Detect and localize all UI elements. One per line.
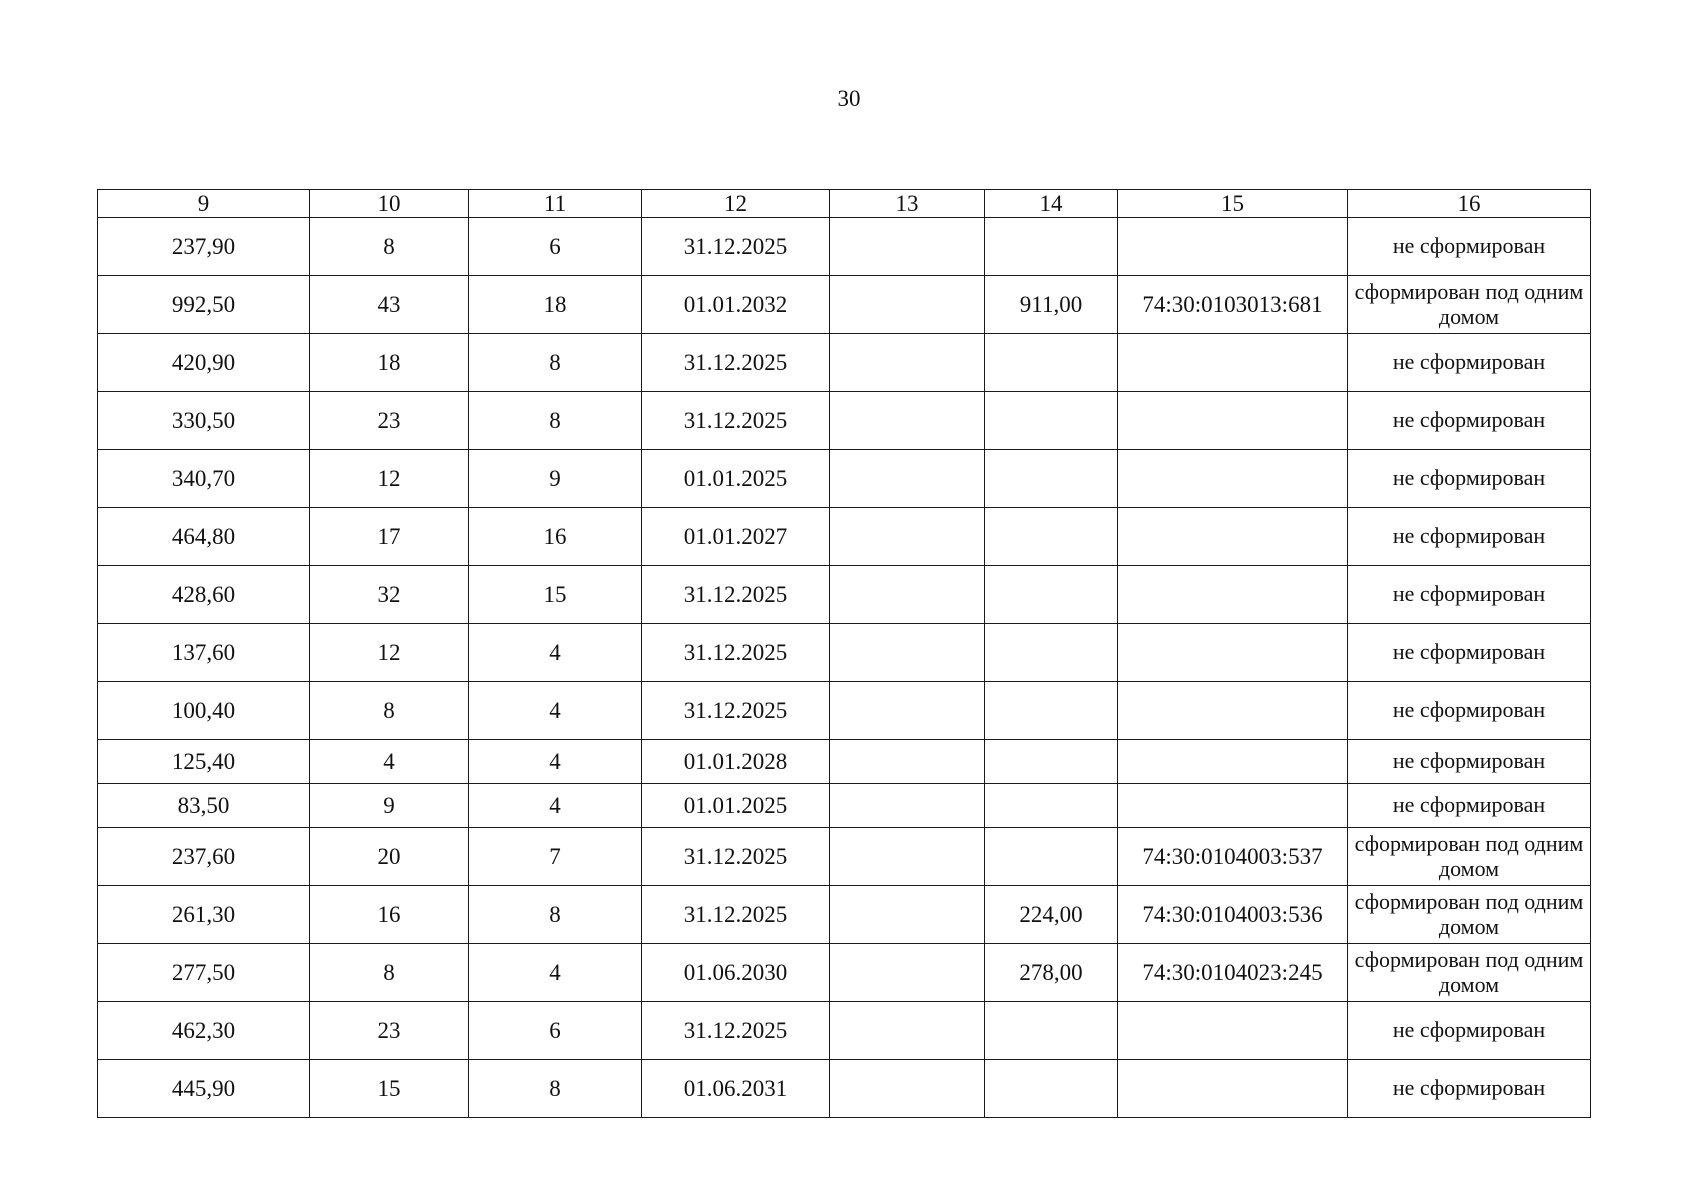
table-cell: 237,90 xyxy=(98,218,310,276)
status-cell: не сформирован xyxy=(1348,450,1591,508)
table-cell: 17 xyxy=(310,508,469,566)
column-header: 16 xyxy=(1348,190,1591,218)
table-cell xyxy=(985,740,1118,784)
table-cell xyxy=(830,682,985,740)
table-cell xyxy=(830,450,985,508)
table-cell: 6 xyxy=(469,218,642,276)
table-cell: 992,50 xyxy=(98,276,310,334)
table-cell xyxy=(1118,334,1348,392)
table-cell: 01.01.2032 xyxy=(642,276,830,334)
table-cell: 8 xyxy=(310,944,469,1002)
status-cell: не сформирован xyxy=(1348,334,1591,392)
status-cell: сформирован под одним домом xyxy=(1348,944,1591,1002)
table-cell xyxy=(830,218,985,276)
table-cell: 9 xyxy=(469,450,642,508)
table-cell: 237,60 xyxy=(98,828,310,886)
table-row xyxy=(98,566,1591,624)
table-cell: 12 xyxy=(310,450,469,508)
table-cell: 420,90 xyxy=(98,334,310,392)
table-cell xyxy=(985,392,1118,450)
table-row xyxy=(98,334,1591,392)
table-cell: 16 xyxy=(469,508,642,566)
table-cell: 31.12.2025 xyxy=(642,682,830,740)
status-cell: не сформирован xyxy=(1348,1060,1591,1118)
table-cell xyxy=(985,566,1118,624)
table-cell xyxy=(830,784,985,828)
table-cell xyxy=(1118,682,1348,740)
table-cell xyxy=(1118,508,1348,566)
table-cell xyxy=(1118,1002,1348,1060)
table-row xyxy=(98,886,1591,944)
table-cell: 83,50 xyxy=(98,784,310,828)
column-header: 11 xyxy=(469,190,642,218)
table-cell xyxy=(830,566,985,624)
table-cell xyxy=(830,276,985,334)
status-cell: не сформирован xyxy=(1348,1002,1591,1060)
table-row xyxy=(98,508,1591,566)
table-row xyxy=(98,276,1591,334)
table-cell xyxy=(985,218,1118,276)
status-cell: не сформирован xyxy=(1348,682,1591,740)
table-cell: 15 xyxy=(310,1060,469,1118)
table-cell xyxy=(1118,218,1348,276)
status-cell: не сформирован xyxy=(1348,784,1591,828)
table-cell: 12 xyxy=(310,624,469,682)
table-cell xyxy=(985,784,1118,828)
status-cell: не сформирован xyxy=(1348,624,1591,682)
table-cell xyxy=(830,624,985,682)
page-number: 30 xyxy=(837,86,861,111)
table-cell: 4 xyxy=(469,682,642,740)
table-cell: 31.12.2025 xyxy=(642,392,830,450)
column-header: 10 xyxy=(310,190,469,218)
table-cell: 31.12.2025 xyxy=(642,828,830,886)
table-cell: 18 xyxy=(310,334,469,392)
table-cell: 261,30 xyxy=(98,886,310,944)
table-cell: 23 xyxy=(310,1002,469,1060)
table-cell xyxy=(985,624,1118,682)
table-cell: 8 xyxy=(310,218,469,276)
table-cell xyxy=(830,944,985,1002)
status-cell: сформирован под одним домом xyxy=(1348,886,1591,944)
table-row xyxy=(98,740,1591,784)
table-cell: 43 xyxy=(310,276,469,334)
table-row xyxy=(98,1002,1591,1060)
table-cell: 74:30:0104023:245 xyxy=(1118,944,1348,1002)
table-cell: 8 xyxy=(469,392,642,450)
table-cell: 4 xyxy=(469,944,642,1002)
table-cell xyxy=(830,828,985,886)
status-cell: не сформирован xyxy=(1348,218,1591,276)
table-cell xyxy=(1118,784,1348,828)
header-row xyxy=(98,190,1591,218)
table-row xyxy=(98,944,1591,1002)
table-cell: 462,30 xyxy=(98,1002,310,1060)
table-cell: 340,70 xyxy=(98,450,310,508)
table-cell xyxy=(1118,740,1348,784)
table-cell: 224,00 xyxy=(985,886,1118,944)
table-cell: 20 xyxy=(310,828,469,886)
table-cell: 01.01.2025 xyxy=(642,450,830,508)
table-cell: 31.12.2025 xyxy=(642,334,830,392)
table-cell: 74:30:0104003:537 xyxy=(1118,828,1348,886)
table-cell: 74:30:0104003:536 xyxy=(1118,886,1348,944)
table-cell: 911,00 xyxy=(985,276,1118,334)
table-cell xyxy=(985,682,1118,740)
table-cell: 4 xyxy=(310,740,469,784)
status-cell: не сформирован xyxy=(1348,566,1591,624)
table-cell: 31.12.2025 xyxy=(642,886,830,944)
table-cell: 4 xyxy=(469,624,642,682)
table-cell: 7 xyxy=(469,828,642,886)
table-row xyxy=(98,1060,1591,1118)
table-cell: 01.01.2025 xyxy=(642,784,830,828)
column-header: 12 xyxy=(642,190,830,218)
table-cell: 8 xyxy=(469,1060,642,1118)
data-table xyxy=(97,189,1591,1118)
table-cell xyxy=(985,828,1118,886)
table-cell xyxy=(830,1002,985,1060)
table-cell: 01.01.2027 xyxy=(642,508,830,566)
table-cell xyxy=(1118,450,1348,508)
column-header: 9 xyxy=(98,190,310,218)
table-cell: 428,60 xyxy=(98,566,310,624)
table-cell: 8 xyxy=(310,682,469,740)
table-cell: 01.01.2028 xyxy=(642,740,830,784)
status-cell: сформирован под одним домом xyxy=(1348,828,1591,886)
table-cell xyxy=(830,886,985,944)
table-cell xyxy=(830,334,985,392)
table-row xyxy=(98,784,1591,828)
table-cell: 4 xyxy=(469,740,642,784)
table-cell xyxy=(1118,392,1348,450)
table-cell: 8 xyxy=(469,886,642,944)
table-cell: 125,40 xyxy=(98,740,310,784)
table-row xyxy=(98,682,1591,740)
table-row xyxy=(98,218,1591,276)
table-cell: 137,60 xyxy=(98,624,310,682)
table-cell: 330,50 xyxy=(98,392,310,450)
table-cell: 31.12.2025 xyxy=(642,218,830,276)
table-cell: 31.12.2025 xyxy=(642,624,830,682)
table-cell: 100,40 xyxy=(98,682,310,740)
table-cell: 8 xyxy=(469,334,642,392)
table-cell: 74:30:0103013:681 xyxy=(1118,276,1348,334)
table-cell: 15 xyxy=(469,566,642,624)
table-cell xyxy=(830,508,985,566)
table-cell xyxy=(830,1060,985,1118)
table-cell xyxy=(985,334,1118,392)
table-cell xyxy=(985,450,1118,508)
table-cell: 23 xyxy=(310,392,469,450)
table-cell: 31.12.2025 xyxy=(642,566,830,624)
table-cell: 445,90 xyxy=(98,1060,310,1118)
table-cell: 16 xyxy=(310,886,469,944)
table-cell: 32 xyxy=(310,566,469,624)
table-cell xyxy=(1118,566,1348,624)
table-row xyxy=(98,624,1591,682)
table-cell xyxy=(1118,1060,1348,1118)
table-cell xyxy=(830,740,985,784)
table-cell: 277,50 xyxy=(98,944,310,1002)
table-row xyxy=(98,392,1591,450)
table-row xyxy=(98,450,1591,508)
table-cell xyxy=(985,508,1118,566)
table-cell: 4 xyxy=(469,784,642,828)
table-cell: 278,00 xyxy=(985,944,1118,1002)
table-cell: 01.06.2031 xyxy=(642,1060,830,1118)
column-header: 13 xyxy=(830,190,985,218)
table-cell: 31.12.2025 xyxy=(642,1002,830,1060)
table-cell: 01.06.2030 xyxy=(642,944,830,1002)
table-row xyxy=(98,828,1591,886)
table-cell: 6 xyxy=(469,1002,642,1060)
status-cell: не сформирован xyxy=(1348,392,1591,450)
table-cell: 9 xyxy=(310,784,469,828)
status-cell: сформирован под одним домом xyxy=(1348,276,1591,334)
table-cell xyxy=(985,1002,1118,1060)
table-cell xyxy=(1118,624,1348,682)
status-cell: не сформирован xyxy=(1348,508,1591,566)
table-cell: 464,80 xyxy=(98,508,310,566)
table-cell xyxy=(830,392,985,450)
column-header: 15 xyxy=(1118,190,1348,218)
status-cell: не сформирован xyxy=(1348,740,1591,784)
table-cell: 18 xyxy=(469,276,642,334)
column-header: 14 xyxy=(985,190,1118,218)
table-cell xyxy=(985,1060,1118,1118)
